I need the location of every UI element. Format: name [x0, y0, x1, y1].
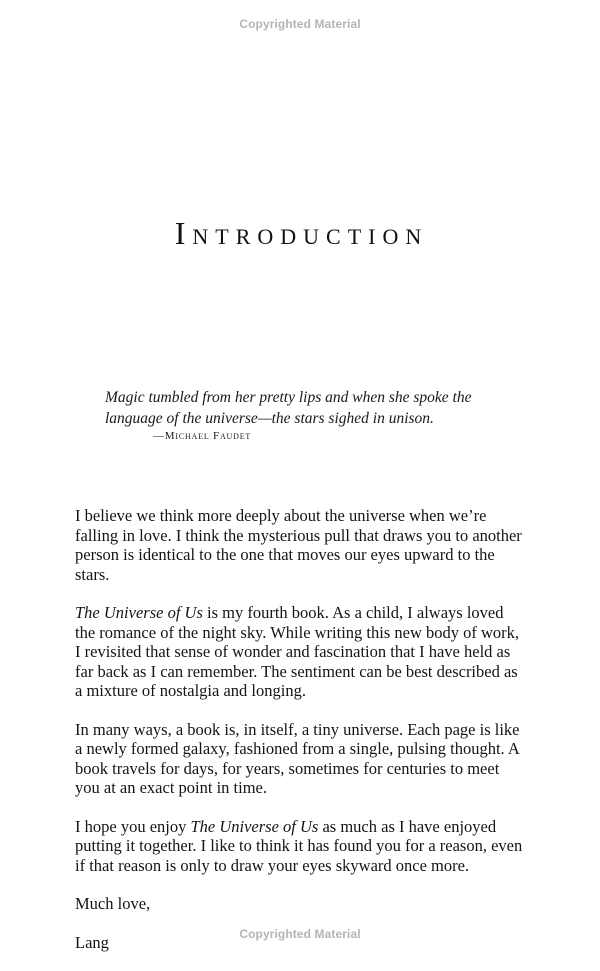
signature: Lang	[75, 932, 109, 952]
paragraph-2-text: is my fourth book. As a child, I always loved the romance of the night sky. While writing this new body of work, I revisited that sense of wonder and fascination that I have held as far back as I can remember. The sentiment can be best described as a mixture of nostalgia and longing.	[75, 603, 520, 700]
paragraph-4-text: as much as I have enjoyed putting it together. I like to think it has found you for a reason, even if that reason is only to draw your eyes skyward once more.	[75, 816, 523, 875]
signoff: Much love,	[75, 894, 151, 913]
book-title-italic: The Universe of Us	[190, 816, 319, 836]
paragraph-2	[75, 603, 527, 701]
epigraph	[105, 387, 505, 429]
copyright-watermark-top: Copyrighted Material	[239, 17, 361, 31]
paragraph-1: I believe we think more deeply about the universe when we’re falling in love. I think the mysterious pull that draws you to another person is identical to the one that moves our eyes upward to the stars.	[75, 506, 522, 584]
epigraph-line-2: language of the universe—the stars sighed in unison.	[105, 410, 434, 427]
copyright-watermark-bottom: Copyrighted Material	[239, 927, 361, 941]
epigraph-attribution: —Michael Faudet	[153, 430, 252, 442]
body-text	[75, 506, 527, 971]
chapter-title: Introduction	[174, 215, 429, 251]
paragraph-3: In many ways, a book is, in itself, a tiny universe. Each page is like a newly formed galaxy, fashioned from a single, pulsing thought. A book travels for days, for years, sometimes for centuries to meet you at an exact point in time.	[75, 719, 520, 797]
book-title-italic: The Universe of Us	[75, 603, 203, 622]
epigraph-line-1: Magic tumbled from her pretty lips and when she spoke the	[105, 389, 472, 406]
paragraph-4	[75, 817, 527, 876]
paragraph-4-start: I hope you enjoy	[75, 816, 191, 836]
